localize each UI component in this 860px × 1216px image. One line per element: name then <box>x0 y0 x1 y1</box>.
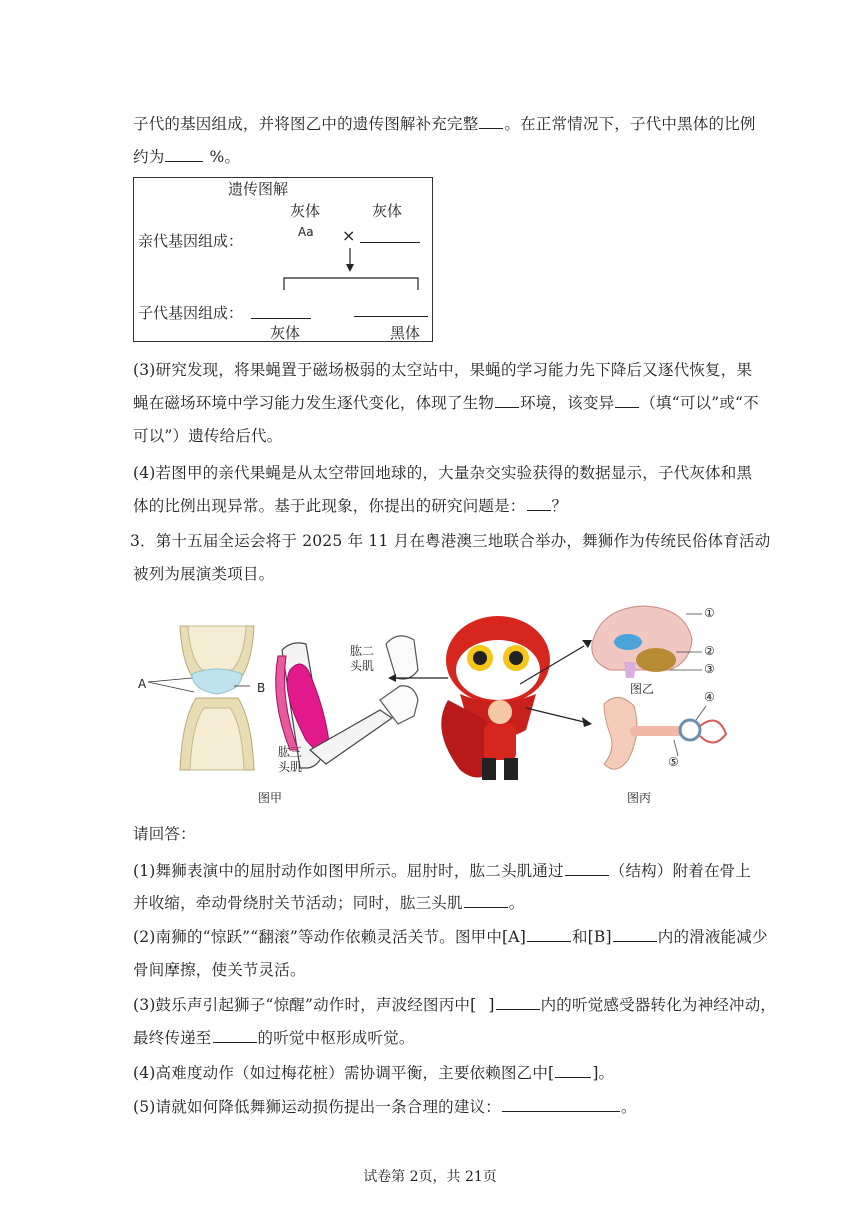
answer-blank[interactable] <box>527 496 551 511</box>
label-fig-yi: 图乙 <box>630 682 655 696</box>
q2-line-1: 子代的基因组成，并将图乙中的遗传图解补充完整 。在正常情况下，子代中黑体的比例 <box>133 115 756 133</box>
child-left-phenotype: 灰体 <box>270 324 301 342</box>
child-genotype-label: 子代基因组成： <box>138 304 244 322</box>
q2-p3-line-2: 蝇在磁场环境中学习能力发生逐代变化，体现了生物 环境，该变异 （填“可以”或“不 <box>133 394 759 412</box>
q2-line-2: 约为 %。 <box>133 148 241 166</box>
label-n2: ② <box>704 644 715 658</box>
q3-s5: (5)请就如何降低舞狮运动损伤提出一条合理的建议： 。 <box>133 1098 637 1116</box>
label-fig-bing: 图丙 <box>627 791 652 805</box>
joint-illustration <box>148 626 254 770</box>
answer-blank[interactable] <box>565 861 609 876</box>
q2-p3-line-3: 可以”）遗传给后代。 <box>133 427 283 445</box>
q3-s3-line-1: (3)鼓乐声引起狮子“惊醒”动作时，声波经图丙中[ ] 内的听觉感受器转化为神经冲动， <box>133 996 777 1014</box>
q3-prompt: 请回答： <box>133 825 196 843</box>
label-n5: ⑤ <box>668 755 679 769</box>
lion-dance-illustration <box>441 616 550 780</box>
ear-illustration <box>604 697 726 769</box>
answer-blank[interactable] <box>479 114 503 129</box>
brain-illustration <box>592 606 702 678</box>
q3-s1-line-2: 并收缩，牵动骨绕肘关节活动；同时，肱三头肌 。 <box>133 894 525 912</box>
q2-p3-line-1: (3)研究发现，将果蝇置于磁场极弱的太空站中，果蝇的学习能力先下降后又逐代恢复，果 <box>133 361 753 379</box>
parent-right-phenotype: 灰体 <box>372 202 403 220</box>
label-n3: ③ <box>704 662 715 676</box>
q2-p4-line-2: 体的比例出现异常。基于此现象，你提出的研究问题是： ？ <box>133 497 568 515</box>
answer-blank[interactable] <box>555 1063 591 1078</box>
q3-line-2: 被列为展演类项目。 <box>133 565 275 583</box>
child-right-phenotype: 黑体 <box>390 324 421 342</box>
answer-blank[interactable] <box>613 927 657 942</box>
label-n1: ① <box>704 606 715 620</box>
child-genotype-blank-1[interactable] <box>251 318 311 319</box>
label-b: B <box>257 681 266 695</box>
answer-blank[interactable] <box>502 1097 620 1112</box>
parent-genotype: Aa <box>298 225 314 239</box>
answer-blank[interactable] <box>496 995 540 1010</box>
answer-blank[interactable] <box>615 393 639 408</box>
q3-s2-line-2: 骨间摩擦，使关节灵活。 <box>133 961 306 979</box>
parent-genotype-label: 亲代基因组成： <box>138 232 244 250</box>
q2-p4-line-1: (4)若图甲的亲代果蝇是从太空带回地球的，大量杂交实验获得的数据显示，子代灰体和黑 <box>133 464 753 482</box>
label-triceps: 肱三头肌 <box>278 745 303 774</box>
parent-left-phenotype: 灰体 <box>290 202 321 220</box>
label-n4: ④ <box>704 690 715 704</box>
q3-line-1: 3．第十五届全运会将于 2025 年 11 月在粤港澳三地联合举办，舞狮作为传统民俗体育活动 <box>130 532 771 550</box>
answer-blank[interactable] <box>165 147 203 162</box>
label-fig-jia: 图甲 <box>258 791 283 805</box>
genetic-diagram <box>133 177 433 342</box>
answer-blank[interactable] <box>495 393 519 408</box>
q3-figure <box>130 600 730 810</box>
cross-symbol: × <box>342 226 356 245</box>
page-footer: 试卷第 2页，共 21页 <box>363 1169 497 1185</box>
q3-s3-line-2: 最终传递至 的听觉中枢形成听觉。 <box>133 1029 415 1047</box>
label-biceps: 肱二头肌 <box>350 644 375 673</box>
q3-s2-line-1: (2)南狮的“惊跃”“翻滚”等动作依赖灵活关节。图甲中[A] 和[B] 内的滑液能减少 <box>133 928 768 946</box>
answer-blank[interactable] <box>464 893 508 908</box>
label-a: A <box>138 677 147 691</box>
q3-s4: (4)高难度动作（如过梅花桩）需协调平衡，主要依赖图乙中[ ]。 <box>133 1064 615 1082</box>
q3-s1-line-1: (1)舞狮表演中的屈肘动作如图甲所示。屈肘时，肱二头肌通过 （结构）附着在骨上 <box>133 862 752 880</box>
child-genotype-blank-2[interactable] <box>354 316 428 317</box>
answer-blank[interactable] <box>213 1028 257 1043</box>
answer-blank[interactable] <box>527 927 571 942</box>
diagram-title: 遗传图解 <box>228 180 289 198</box>
